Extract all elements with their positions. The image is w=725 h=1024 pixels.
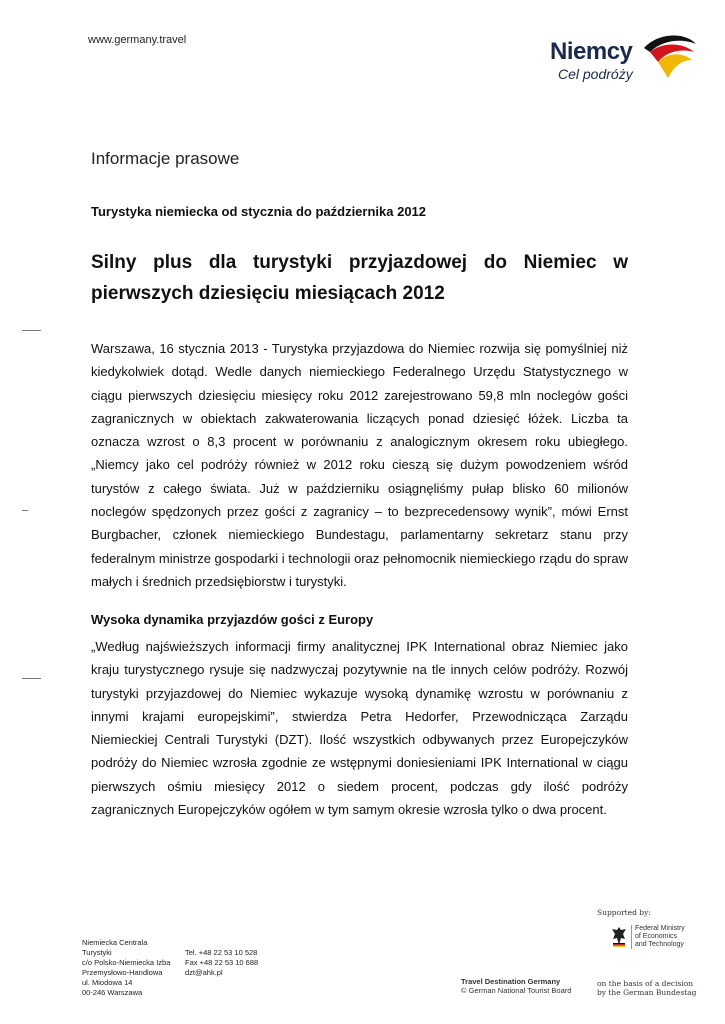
basis-line: by the German Bundestag: [597, 988, 697, 997]
fold-mark: [22, 678, 41, 679]
body-paragraph: Warszawa, 16 stycznia 2013 - Turystyka przyjazdowa do Niemiec rozwija się pomyślniej niż kiedykolwiek dotąd. Wedle danych niemieckiego Federalnego Urzędu Statystycznego w ciągu pierwszych dziesięciu miesięcy roku 2012 zarejestrowano 59,8 mln noclegów gości zagranicznych w obiektach zakwaterowania liczących ponad dziesięć łóżek. Liczba ta oznacza wzrost o 8,3 procent w porównaniu z analogicznym okresem roku ubiegłego. „Niemcy jako cel podróży również w 2012 roku cieszą się dużym powodzeniem wśród turystów z całego świata. Już w październiku osiągnęliśmy pułap blisko 60 milionów noclegów spędzonych przez gości z zagranicy – to bezprecedensowy wynik”, mówi Ernst Burgbacher, członek niemieckiego Bundestagu, parlamentarny sekretarz stanu przy federalnym ministrze gospodarki i technologii oraz pełnomocnik niemieckiego rządu do spraw małych i średnich przedsiębiorstw i turystyki.: [91, 341, 628, 589]
basis-line: on the basis of a decision: [597, 979, 694, 988]
brand-logo-block: [540, 30, 700, 90]
section-label: Informacje prasowe: [91, 149, 240, 168]
ministry-line: and Technology: [635, 941, 684, 948]
address-line: c/o Polsko-Niemiecka Izba: [82, 958, 171, 967]
brand-name: Niemcy: [550, 38, 633, 65]
phone-number: Tel. +48 22 53 10 528: [185, 948, 258, 957]
fax-number: Fax +48 22 53 10 688: [185, 958, 259, 967]
address-line: ul. Miodowa 14: [82, 978, 133, 987]
press-subheading: Turystyka niemiecka od stycznia do października 2012: [91, 204, 427, 219]
footer-address: [82, 938, 170, 998]
federal-eagle-icon: [610, 925, 628, 947]
ministry-line: of Economics: [635, 933, 678, 940]
body-paragraph: „Według najświeższych informacji firmy analitycznej IPK International obraz Niemiec jako kraju turystycznego rysuje się nadzwyczaj pozytywnie na tle innych celów podróży. Rozwój turystyki przyjazdowej do Niemiec wykazuje wysoką dynamikę wzrostu w porównaniu z innymi krajami europejskimi”, stwierdza Petra Hedorfer, Przewodnicząca Zarządu Niemieckiej Centrali Turystyki (DZT). Ilość wszystkich odbywanych przez Europejczyków podróży do Niemiec wzrosła zgodnie ze wstępnymi doniesieniami IPK International w ciągu pierwszych ośmiu miesięcy 2012 o siedem procent, podczas gdy ilość podróży zagranicznych Europejczyków ogółem w tym samym okresie wzrosła tylko o dwa procent.: [91, 639, 628, 818]
brand-tagline: Cel podróży: [558, 66, 633, 82]
address-line: 00-246 Warszawa: [82, 988, 143, 997]
footer-contact: [185, 948, 258, 978]
website-url: www.germany.travel: [88, 34, 187, 46]
tdg-subtitle: © German National Tourist Board: [461, 986, 572, 995]
email-address: dzt@ahk.pl: [185, 968, 223, 977]
address-line: Niemiecka Centrala: [82, 938, 148, 947]
section-heading: Wysoka dynamika przyjazdów gości z Europy: [91, 612, 374, 627]
fold-mark: [22, 510, 28, 511]
address-line: Turystyki: [82, 948, 112, 957]
supported-by-label: Supported by:: [597, 908, 651, 917]
tdg-branding: [461, 977, 571, 995]
swoosh-logo-icon: [636, 30, 700, 90]
tdg-title: Travel Destination Germany: [461, 977, 561, 986]
ministry-line: Federal Ministry: [635, 925, 685, 932]
press-headline: Silny plus dla turystyki przyjazdowej do Niemiec w pierwszych dziesięciu miesiącach 2012: [91, 252, 628, 304]
address-line: Przemysłowo-Handlowa: [82, 968, 163, 977]
ministry-label: [631, 925, 685, 949]
bundestag-decision-note: [597, 979, 696, 997]
fold-mark: [22, 330, 41, 331]
